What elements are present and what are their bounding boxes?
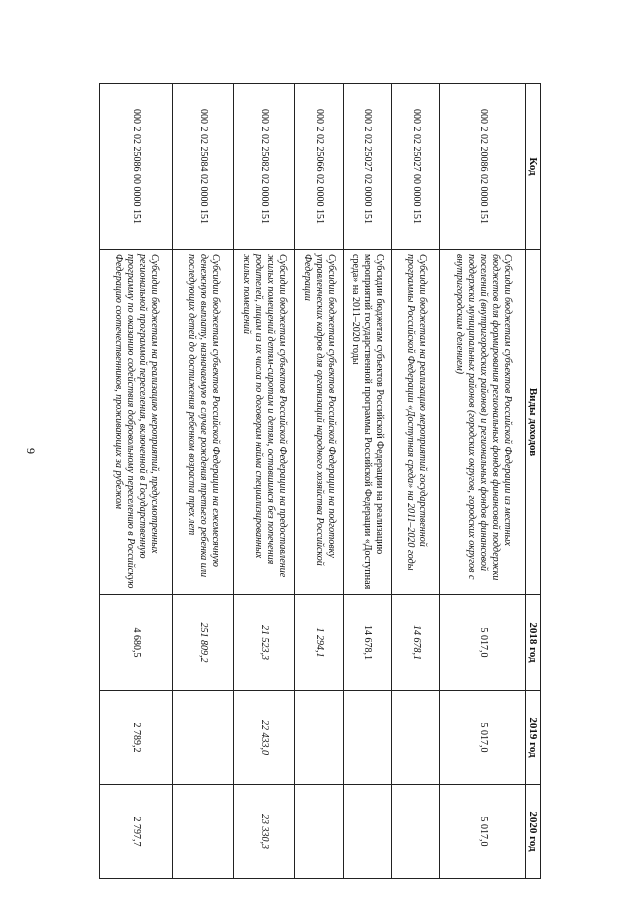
header-types: Виды доходов [526,250,541,595]
row-description: Субсидии бюджетам субъектов Российской Федерации на реализацию мероприятий государственной программы Российской Федерации «Доступная среда» на 2011–2020 годы [343,250,391,595]
row-code: 000 2 02 25084 02 0000 151 [172,84,233,250]
row-description: Субсидии бюджетам субъектов Российской Федерации на подготовку управленческих кадров для организаций народного хозяйства Российской Федерации [295,250,343,595]
table-row [295,84,343,879]
row-value-2019: 2 789,2 [100,691,173,785]
row-value-2020 [172,785,233,879]
row-description: Субсидии бюджетам на реализацию мероприятий государственной программы Российской Федерации «Доступная среда» на 2011–2020 годы [392,250,440,595]
header-code: Код [526,84,541,250]
row-value-2018: 14 678,1 [343,595,391,691]
row-description: Субсидии бюджетам субъектов Российской Федерации на предоставление жилых помещений детям-сиротам и детям, оставшимся без попечения родителей, лицам из их числа по договорам найма специализированных жилых помещений [234,250,295,595]
row-value-2020 [343,785,391,879]
table-row [343,84,391,879]
header-2020: 2020 год [526,785,541,879]
header-2019: 2019 год [526,691,541,785]
row-value-2018: 251 809,2 [172,595,233,691]
table-row [172,84,233,879]
table-row [100,84,173,879]
revenue-table [99,83,541,879]
row-value-2019 [295,691,343,785]
row-description: Субсидии бюджетам субъектов Российской Федерации из местных бюджетов для формирования региональных фондов финансовой поддержки поселений (внутригородских районов) и региональных фондов финансовой поддержки муниципальных районов (городских округов, городских округов с внутригородским делением) [440,250,526,595]
row-code: 000 2 02 25027 00 0000 151 [392,84,440,250]
row-description: Субсидии бюджетам на реализацию мероприятий, предусмотренных региональной программой переселения, включенной в Государственную программу по оказанию содействия добровольному переселению в Российскую Федерацию соотечественников, проживающих за рубежом [100,250,173,595]
row-code: 000 2 02 25027 02 0000 151 [343,84,391,250]
row-value-2020: 2 797,7 [100,785,173,879]
table-row [440,84,526,879]
row-code: 000 2 02 25066 02 0000 151 [295,84,343,250]
header-2018: 2018 год [526,595,541,691]
table-row [392,84,440,879]
row-value-2019: 5 017,0 [440,691,526,785]
row-value-2019 [392,691,440,785]
row-description: Субсидии бюджетам субъектов Российской Федерации на ежемесячную денежную выплату, назначаемую в случае рождения третьего ребенка или последующих детей до достижения ребенком возраста трех лет [172,250,233,595]
row-value-2019 [343,691,391,785]
row-value-2020: 5 017,0 [440,785,526,879]
row-value-2018: 5 017,0 [440,595,526,691]
table-header-row [526,84,541,879]
page-number: 9 [24,448,38,454]
row-value-2020 [392,785,440,879]
table-row [234,84,295,879]
row-value-2018: 14 678,1 [392,595,440,691]
row-value-2018: 1 294,1 [295,595,343,691]
row-value-2019: 22 433,0 [234,691,295,785]
row-value-2018: 4 680,5 [100,595,173,691]
row-code: 000 2 02 20086 02 0000 151 [440,84,526,250]
row-value-2018: 21 523,3 [234,595,295,691]
row-code: 000 2 02 25082 02 0000 151 [234,84,295,250]
row-code: 000 2 02 25086 00 0000 151 [100,84,173,250]
row-value-2019 [172,691,233,785]
row-value-2020 [295,785,343,879]
rotated-page-content [99,83,541,878]
row-value-2020: 23 330,3 [234,785,295,879]
